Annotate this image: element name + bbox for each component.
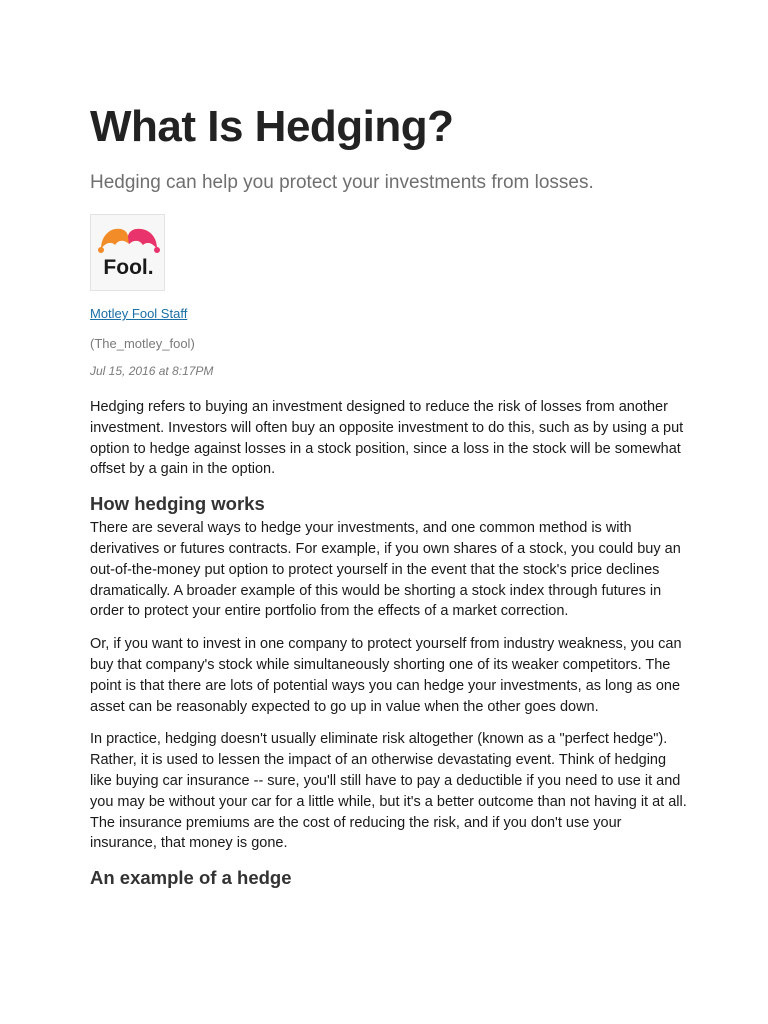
motley-fool-logo [90, 214, 165, 291]
logo-wordmark: Fool. [103, 256, 154, 279]
publish-date: Jul 15, 2016 at 8:17PM [90, 364, 214, 378]
jester-hat-icon [91, 215, 166, 292]
article-subtitle: Hedging can help you protect your investments from losses. [90, 172, 594, 193]
section1-paragraph-3: In practice, hedging doesn't usually eliminate risk altogether (known as a "perfect hedge"). Rather, it is used to lessen the impact of an otherwise devastating event. Think of hedging like buying car insurance -- sure, you'll still have to pay a deductible if you need to use it and you may be without your car for a little while, but it's a better outcome than not having it at all. The insurance premiums are the cost of reducing the risk, and if you don't use your insurance, that money is gone. [90, 731, 687, 852]
section-heading-example: An example of a hedge [90, 867, 292, 889]
article [90, 100, 690, 892]
section1-paragraph-1: There are several ways to hedge your investments, and one common method is with derivatives or futures contracts. For example, if you own shares of a stock, you could buy an out-of-the-money put option to protect yourself in the event that the stock's price declines dramatically. A broader example of this would be shorting a stock index through futures in order to protect your entire portfolio from the effects of a market correction. [90, 520, 681, 620]
article-title: What Is Hedging? [90, 102, 454, 151]
section-heading-how-hedging-works: How hedging works [90, 493, 265, 515]
intro-paragraph: Hedging refers to buying an investment designed to reduce the risk of losses from another investment. Investors will often buy an opposite investment to do this, such as by using a put option to hedge against losses in a stock position, since a loss in the stock will be somewhat offset by a gain in the option. [90, 399, 684, 478]
author-handle: (The_motley_fool) [90, 336, 195, 351]
section1-paragraph-2: Or, if you want to invest in one company to protect yourself from industry weakness, you can buy that company's stock while simultaneously shorting one of its weaker competitors. The point is that there are lots of potential ways you can hedge your investments, as long as one asset can be reasonably expected to go up in value when the other goes down. [90, 636, 682, 715]
author-link[interactable]: Motley Fool Staff [90, 306, 188, 321]
